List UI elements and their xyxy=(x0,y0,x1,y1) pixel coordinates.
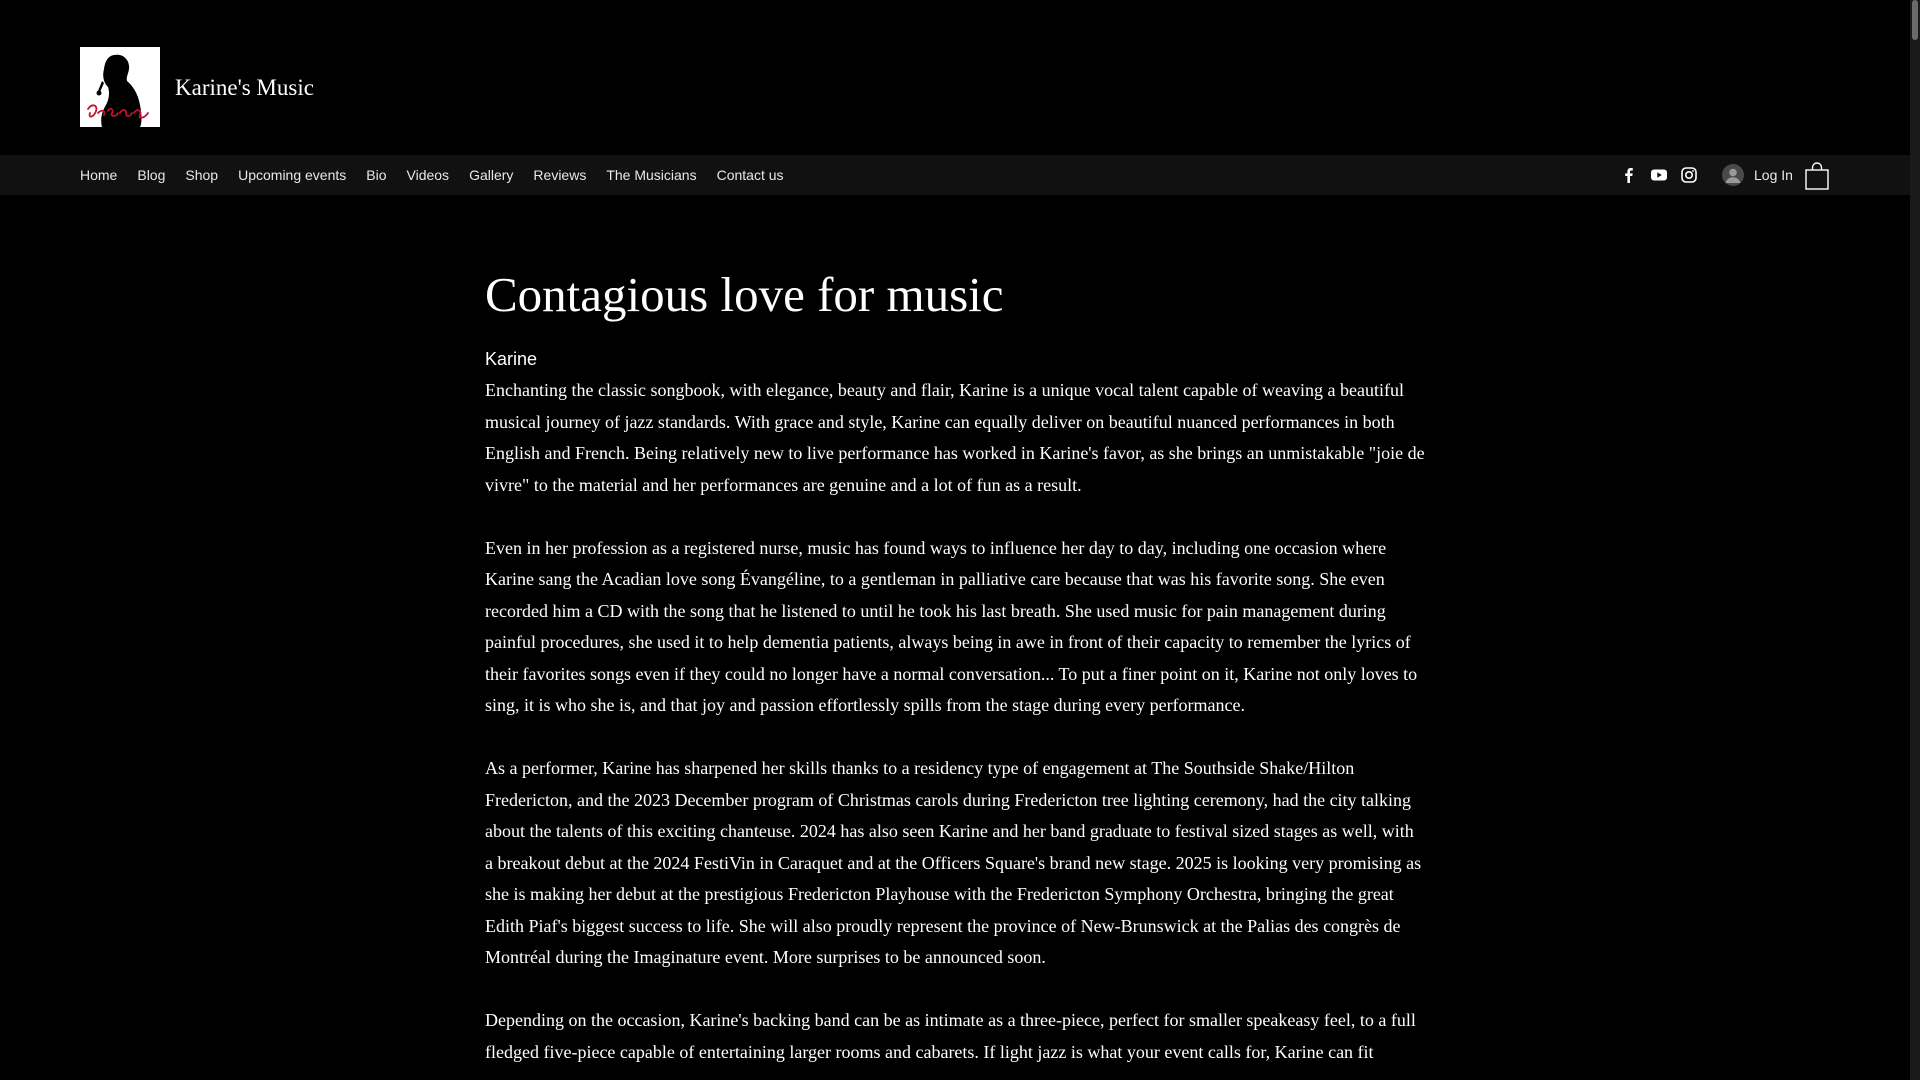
site-title[interactable]: Karine's Music xyxy=(175,75,314,100)
social-links xyxy=(1620,155,1698,195)
nav-item-gallery[interactable]: Gallery xyxy=(469,167,514,183)
nav-item-contact-us[interactable]: Contact us xyxy=(716,167,784,183)
user-avatar-icon xyxy=(1722,164,1744,186)
nav-item-the-musicians[interactable]: The Musicians xyxy=(606,167,697,183)
main-content xyxy=(485,265,1425,1080)
login-label: Log In xyxy=(1754,167,1793,183)
nav-item-home[interactable]: Home xyxy=(80,167,118,183)
singer-silhouette-icon xyxy=(80,47,160,127)
nav-menu xyxy=(80,155,804,195)
bio-paragraph: As a performer, Karine has sharpened her skills thanks to a residency type of engagement at The Southside Shake/Hilton Fredericton, and the 2023 December program of Christmas carols during Fredericton tree lighting ceremony, had the city talking about the talents of this exciting chanteuse. 2024 has also seen Karine and her band graduate to festival sized stages as well, with a breakout debut at the 2024 FestiVin in Caraquet and at the Officers Square's brand new stage. 2025 is looking very promising as she is making her debut at the prestigious Fredericton Playhouse with the Fredericton Symphony Orchestra, bringing the great Edith Piaf's biggest success to life. She will also proudly represent the province of New-Brunswick at the Palias des congrès de Montréal during the Imaginature event. More surprises to be announced soon. xyxy=(485,758,1422,967)
nav-item-videos[interactable]: Videos xyxy=(406,167,450,183)
artist-name: Karine xyxy=(485,349,538,369)
youtube-icon[interactable] xyxy=(1650,166,1668,184)
nav-item-bio[interactable]: Bio xyxy=(366,167,387,183)
page-title: Contagious love for music xyxy=(485,267,1004,322)
nav-item-reviews[interactable]: Reviews xyxy=(533,167,587,183)
nav-item-blog[interactable]: Blog xyxy=(137,167,166,183)
scrollbar[interactable] xyxy=(1910,0,1920,1080)
site-logo[interactable] xyxy=(80,47,160,127)
nav-bar xyxy=(0,155,1910,195)
nav-item-upcoming-events[interactable]: Upcoming events xyxy=(238,167,347,183)
shopping-bag-icon[interactable] xyxy=(1804,161,1830,191)
bio-paragraph: Depending on the occasion, Karine's backing band can be as intimate as a three-piece, perfect for smaller speakeasy feel, to a full fledged five-piece capable of entertaining larger rooms and cabarets. If light jazz is what your event calls for, Karine can fit xyxy=(485,1010,1416,1062)
scrollbar-thumb[interactable] xyxy=(1912,0,1918,40)
bio-paragraph: Enchanting the classic songbook, with elegance, beauty and flair, Karine is a unique vocal talent capable of weaving a beautiful musical journey of jazz standards. With grace and style, Karine can equally deliver on beautiful nuanced performances in both English and French. Being relatively new to live performance has worked in Karine's favor, as she brings an unmistakable "joie de vivre" to the material and her performances are genuine and a lot of fun as a result. xyxy=(485,380,1425,495)
site-header xyxy=(0,0,1910,155)
instagram-icon[interactable] xyxy=(1680,166,1698,184)
facebook-icon[interactable] xyxy=(1620,166,1638,184)
nav-item-shop[interactable]: Shop xyxy=(185,167,219,183)
login-button[interactable] xyxy=(1722,155,1793,195)
bio-paragraph: Even in her profession as a registered nurse, music has found ways to influence her day to day, including one occasion where Karine sang the Acadian love song Évangéline, to a gentleman in palliative care because that was his favorite song. She even recorded him a CD with the song that he listened to until he took his last breath. She used music for pain management during painful procedures, she used it to help dementia patients, always being in awe in front of their capacity to remember the lyrics of their favorites songs even if they could no longer have a normal conversation... To put a finer point on it, Karine not only loves to sing, it is who she is, and that joy and passion effortlessly spills from the stage during every performance. xyxy=(485,537,1418,715)
